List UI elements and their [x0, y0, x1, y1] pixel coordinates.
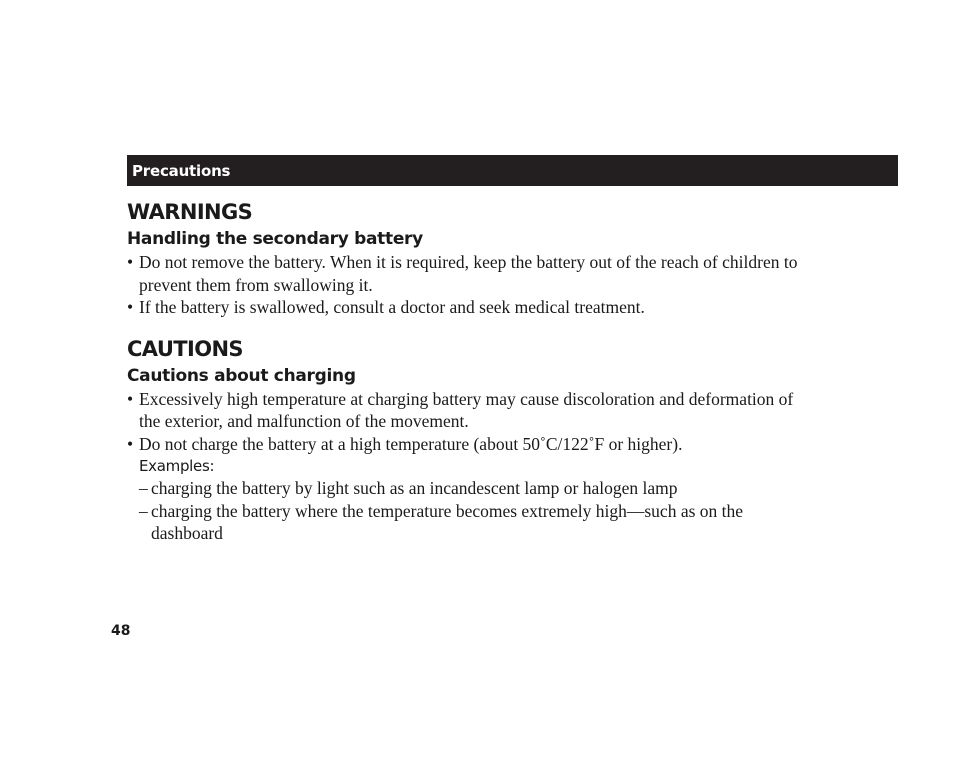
page-content [127, 197, 807, 545]
cautions-subheading: Cautions about charging [127, 365, 356, 386]
examples-list [139, 477, 807, 545]
bullet-item: • Do not remove the battery. When it is required, keep the battery out of the reach of children to prevent them from swallowing it. [127, 251, 807, 296]
bullet-item-text: • Do not charge the battery at a high temperature (about 50˚C/122˚F or higher). [139, 433, 683, 454]
bullet-item [127, 433, 807, 545]
section-header-bar [127, 155, 898, 186]
example-item: – charging the battery where the temperature becomes extremely high—such as on the dashboard [139, 500, 807, 545]
warnings-section [127, 197, 807, 319]
cautions-section [127, 334, 807, 545]
cautions-bullet-list [127, 388, 807, 545]
example-item: – charging the battery by light such as an incandescent lamp or halogen lamp [139, 477, 807, 500]
bullet-item: • Excessively high temperature at charging battery may cause discoloration and deformation of the exterior, and malfunction of the movement. [127, 388, 807, 433]
section-spacer [127, 319, 807, 334]
page-number: 48 [111, 623, 131, 639]
cautions-heading: CAUTIONS [127, 336, 243, 361]
warnings-bullet-list [127, 251, 807, 319]
warnings-subheading: Handling the secondary battery [127, 229, 423, 249]
section-title: Precautions [132, 161, 231, 180]
bullet-item: • If the battery is swallowed, consult a doctor and seek medical treatment. [127, 296, 807, 319]
warnings-heading: WARNINGS [127, 200, 253, 224]
examples-label: Examples: [139, 457, 215, 475]
